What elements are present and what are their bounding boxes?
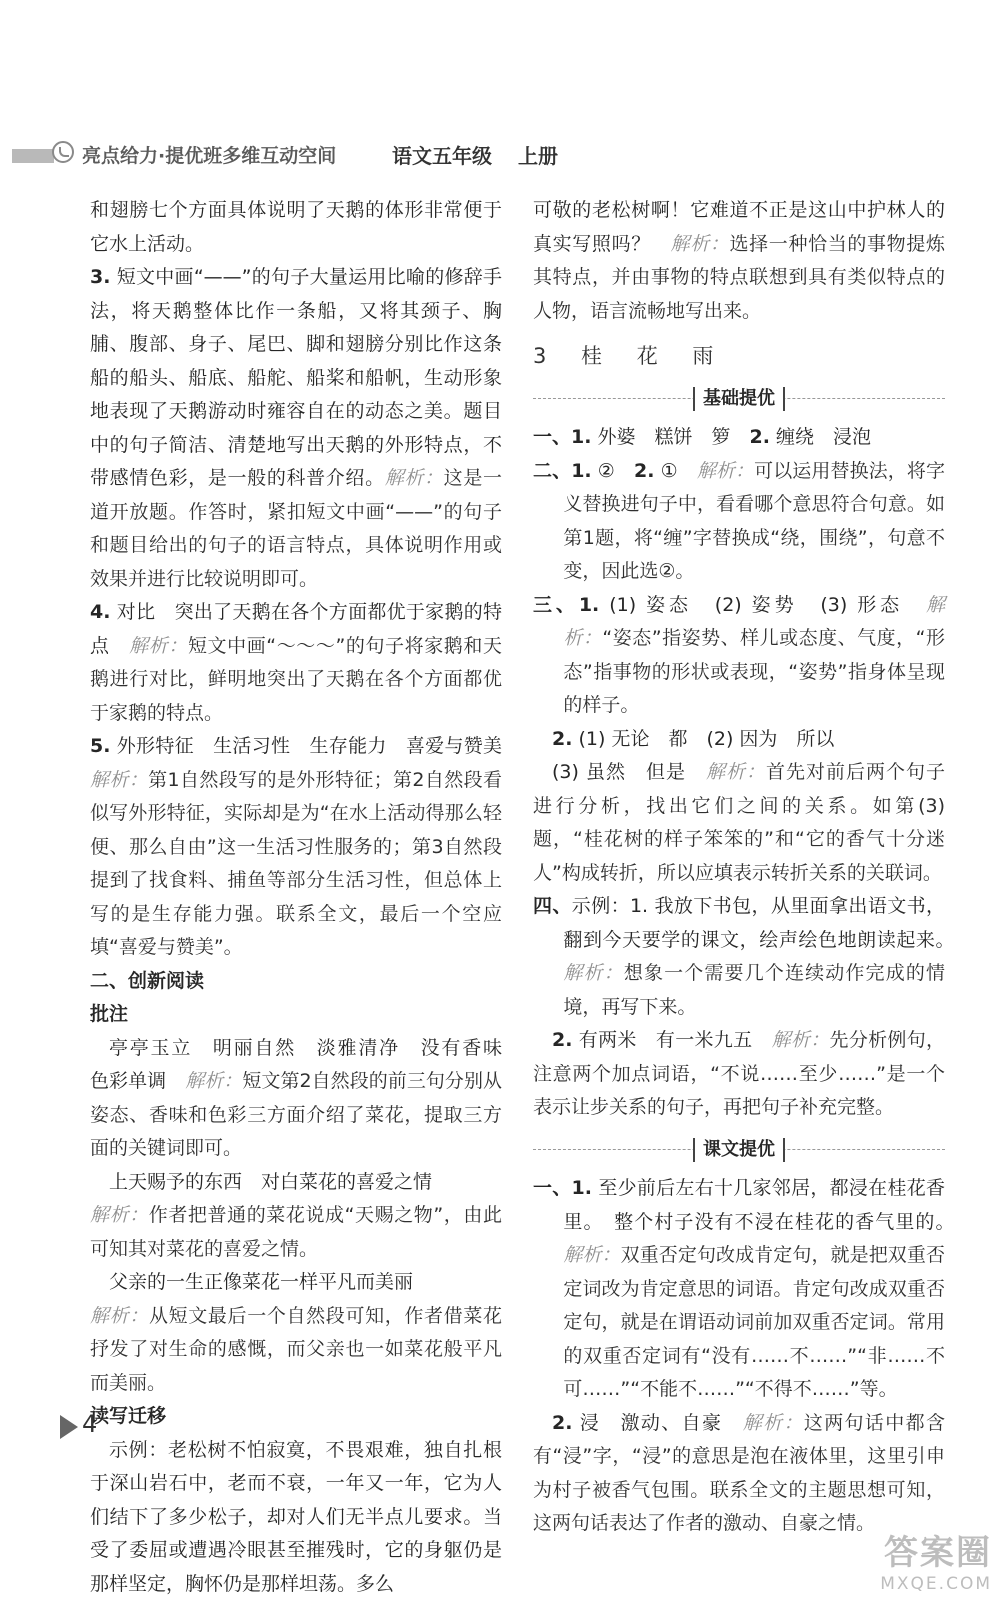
header-brand: 亮点给力·提优班多维互动空间 [82, 141, 336, 168]
subsection-heading: 读写迁移 [90, 1400, 502, 1434]
right-column [533, 194, 945, 1541]
section-box-basic [533, 382, 945, 416]
page-header [0, 137, 1000, 169]
lesson-title: 3 桂 花 雨 [533, 340, 945, 374]
section-box-label: 课文提优 [693, 1138, 785, 1162]
writing-example: 示例：老松树不怕寂寞，不畏艰难，独自扎根于深山岩石中，老而不衰，一年又一年，它为人们结下了多少松子，却对人们无半点儿要求。当受了委屈或遭遇冷眼甚至摧残时，它的身躯仍是那样坚定，胸怀仍是那样坦荡。多么 [90, 1434, 502, 1601]
watermark-logo: 答案圈 [762, 1525, 992, 1574]
header-volume: 上册 [518, 140, 558, 169]
subsection-heading: 批注 [90, 998, 502, 1032]
section-box-label: 基础提优 [693, 387, 785, 411]
answer-item-r2: 二、1. ② 2. ① 解析：可以运用替换法，将字义替换进句子中，看看哪个意思符合句意。如第1题，将“缠”字替换成“绕，围绕”，句意不变，因此选②。 [533, 455, 945, 589]
annotation-item: 父亲的一生正像菜花一样平凡而美丽 [90, 1266, 502, 1300]
section-heading: 二、创新阅读 [90, 965, 502, 999]
writing-example-cont: 可敬的老松树啊！它难道不正是这山中护林人的真实写照吗？ 解析：选择一种恰当的事物提炼其特点，并由事物的特点联想到具有类似特点的人物，语言流畅地写出来。 [533, 194, 945, 328]
answer-item-r1: 一、1. 外婆 糕饼 箩 2. 缠绕 浸泡 [533, 421, 945, 455]
answer-item-r4b: 2. 有两米 有一米九五 解析：先分析例句，注意两个加点词语，“不说……至少……”是一个表示让步关系的句子，再把句子补充完整。 [533, 1024, 945, 1125]
watermark [762, 1525, 992, 1595]
answer-item-r3b-cont: (3) 虽然 但是 解析：首先对前后两个句子进行分析，找出它们之间的关系。如第(3)题，“桂花树的样子笨笨的”和“它的香气十分迷人”构成转折，所以应填表示转折关系的关联词。 [533, 756, 945, 890]
answer-item-4: 4. 对比 突出了天鹅在各个方面都优于家鹅的特点 解析：短文中画“～～～”的句子将家鹅和天鹅进行对比，鲜明地突出了天鹅在各个方面都优于家鹅的特点。 [90, 596, 502, 730]
phone-logo-icon [52, 141, 74, 163]
answer-paragraph: 和翅膀七个方面具体说明了天鹅的体形非常便于它水上活动。 [90, 194, 502, 261]
answer-item-3: 3. 短文中画“——”的句子大量运用比喻的修辞手法，将天鹅整体比作一条船，又将其颈子、胸脯、腹部、身子、尾巴、脚和翅膀分别比作这条船的船头、船底、船舵、船桨和船帆，生动形象地表现了天鹅游动时雍容自在的动态之美。题目中的句子简洁、清楚地写出天鹅的外形特点，不带感情色彩，是一般的科普介绍。解析：这是一道开放题。作答时，紧扣短文中画“——”的句子和题目给出的句子的语言特点，具体说明作用或效果并进行比较说明即可。 [90, 261, 502, 596]
answer-item-r3: 三、1. (1) 姿态 (2) 姿势 (3) 形态 解析：“姿态”指姿势、样儿或态度、气度，“形态”指事物的形状或表现，“姿势”指身体呈现的样子。 [533, 589, 945, 723]
page-arrow-icon [60, 1415, 78, 1439]
section-box-text [533, 1133, 945, 1167]
answer-item-k2: 2. 浸 激动、自豪 解析：这两句话中都含有“浸”字，“浸”的意思是泡在液体里，这里引申为村子被香气包围。联系全文的主题思想可知，这两句话表达了作者的激动、自豪之情。 [533, 1407, 945, 1541]
annotation-item: 亭亭玉立 明丽自然 淡雅清净 没有香味 色彩单调 解析：短文第2自然段的前三句分别从姿态、香味和色彩三方面介绍了菜花，提取三方面的关键词即可。 [90, 1032, 502, 1166]
left-column [90, 194, 502, 1601]
answer-item-r3b: 2. (1) 无论 都 (2) 因为 所以 [533, 723, 945, 757]
annotation-analysis: 解析：作者把普通的菜花说成“天赐之物”，由此可知其对菜花的喜爱之情。 [90, 1199, 502, 1266]
header-decor-bar [12, 149, 54, 163]
answer-item-k1: 一、1. 至少前后左右十几家邻居，都浸在桂花香里。 整个村子没有不浸在桂花的香气里的。 解析：双重否定句改成肯定句，就是把双重否定词改为肯定意思的词语。肯定句改成双重否定句，就是在谓语动词前加双重否定词。常用的双重否定词有“没有……不……”“非……不可……”“不能不……”“不得不……”等。 [533, 1172, 945, 1407]
watermark-url: MXQE.COM [762, 1574, 992, 1594]
answer-item-r4: 四、示例：1. 我放下书包，从里面拿出语文书，翻到今天要学的课文，绘声绘色地朗读起来。 解析：想象一个需要几个连续动作完成的情境，再写下来。 [533, 890, 945, 1024]
annotation-analysis: 解析：从短文最后一个自然段可知，作者借菜花抒发了对生命的感慨，而父亲也一如菜花般平凡而美丽。 [90, 1300, 502, 1401]
annotation-item: 上天赐予的东西 对白菜花的喜爱之情 [90, 1166, 502, 1200]
header-grade: 语文五年级 [392, 140, 492, 169]
answer-item-5: 5. 外形特征 生活习性 生存能力 喜爱与赞美 解析：第1自然段写的是外形特征；第2自然段看似写外形特征，实际却是为“在水上活动得那么轻便、那么自由”这一生活习性服务的；第3自然段提到了找食料、捕鱼等部分生活习性，但总体上写的是生存能力强。联系全文，最后一个空应填“喜爱与赞美”。 [90, 730, 502, 965]
page-number-text: 4 [82, 1410, 97, 1438]
